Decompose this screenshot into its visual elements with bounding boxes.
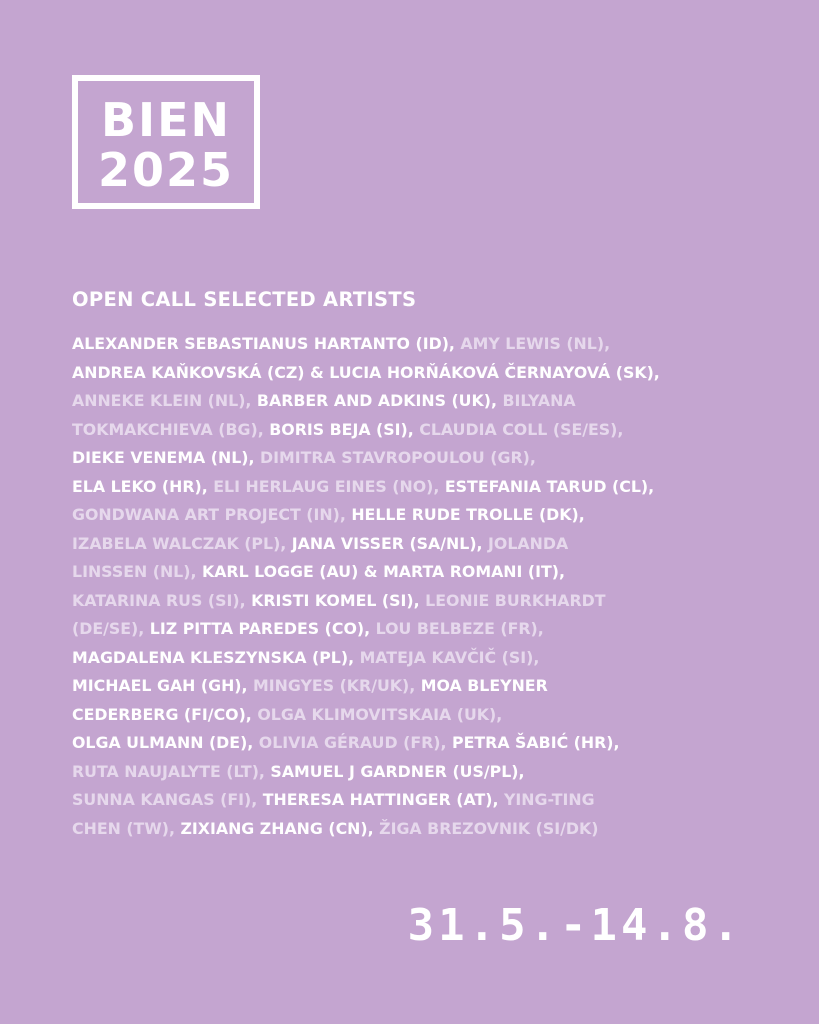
artist-entry: ANDREA KAŇKOVSKÁ (CZ) & LUCIA HORŇÁKOVÁ ČERNAYOVÁ (SK),	[72, 362, 660, 382]
artist-entry: ANNEKE KLEIN (NL),	[72, 391, 252, 410]
logo-year: 2025	[97, 143, 235, 197]
artist-line	[72, 786, 772, 815]
artist-entry: OLGA KLIMOVITSKAIA (UK),	[251, 704, 503, 724]
artist-entry: IZABELA WALCZAK (PL),	[72, 533, 287, 553]
artist-entry: ELA LEKO (HR),	[72, 476, 208, 496]
artist-entry: DIMITRA STAVROPOULOU (GR),	[254, 448, 536, 467]
artist-entry: MAGDALENA KLESZYNSKA (PL),	[72, 647, 355, 667]
artist-list	[72, 330, 772, 843]
artist-entry: JOLANDA	[482, 533, 569, 553]
artist-entry: HELLE RUDE TROLLE (DK),	[345, 505, 585, 524]
artist-line	[72, 815, 772, 844]
artist-entry: MATEJA KAVČIČ (SI),	[354, 647, 540, 667]
artist-entry: PETRA ŠABIĆ (HR),	[446, 733, 620, 752]
artist-line	[72, 701, 772, 730]
artist-entry: OLGA ULMANN (DE),	[72, 733, 254, 752]
artist-line	[72, 558, 772, 587]
artist-entry: YING-TING	[498, 790, 595, 809]
artist-entry: KRISTI KOMEL (SI),	[245, 590, 420, 610]
artist-line	[72, 729, 772, 758]
artist-entry: DIEKE VENEMA (NL),	[72, 448, 255, 467]
artist-entry: BARBER AND ADKINS (UK),	[251, 391, 497, 410]
artist-entry: LOU BELBEZE (FR),	[370, 619, 544, 638]
artist-entry: KATARINA RUS (SI),	[72, 590, 246, 610]
artist-entry: GONDWANA ART PROJECT (IN),	[72, 505, 346, 524]
artist-line	[72, 359, 772, 388]
artist-entry: BILYANA	[496, 391, 576, 410]
artist-line	[72, 330, 772, 359]
artist-entry: KARL LOGGE (AU) & MARTA ROMANI (IT),	[196, 562, 565, 581]
artist-entry: BORIS BEJA (SI),	[263, 419, 414, 439]
artist-entry: ALEXANDER SEBASTIANUS HARTANTO (ID),	[72, 334, 455, 353]
artist-line	[72, 530, 772, 559]
artist-entry: ELI HERLAUG EINES (NO),	[207, 476, 440, 496]
artist-line	[72, 644, 772, 673]
artist-entry: THERESA HATTINGER (AT),	[257, 790, 499, 809]
artist-entry: (DE/SE),	[72, 619, 145, 638]
logo-word: BIEN	[100, 93, 232, 147]
artist-entry: TOKMAKCHIEVA (BG),	[72, 419, 264, 439]
artist-entry: MICHAEL GAH (GH),	[72, 676, 248, 695]
artist-line	[72, 416, 772, 445]
event-dates: 31.5.-14.8.	[407, 900, 743, 951]
artist-entry: LIZ PITTA PAREDES (CO),	[144, 619, 371, 638]
artist-entry: SAMUEL J GARDNER (US/PL),	[264, 761, 525, 781]
artist-entry: ŽIGA BREZOVNIK (SI/DK)	[373, 818, 599, 838]
artist-entry: AMY LEWIS (NL),	[454, 334, 611, 353]
artist-entry: ZIXIANG ZHANG (CN),	[174, 818, 374, 838]
artist-line	[72, 444, 772, 473]
artist-entry: OLIVIA GÉRAUD (FR),	[253, 733, 447, 752]
artist-entry: LEONIE BURKHARDT	[419, 590, 606, 610]
artist-entry: SUNNA KANGAS (FI),	[72, 790, 258, 809]
artist-line	[72, 758, 772, 787]
artist-line	[72, 587, 772, 616]
artist-entry: ESTEFANIA TARUD (CL),	[439, 476, 655, 496]
artist-entry: CEDERBERG (FI/CO),	[72, 704, 252, 724]
artist-line	[72, 473, 772, 502]
artist-entry: JANA VISSER (SA/NL),	[286, 533, 483, 553]
artist-line	[72, 672, 772, 701]
artist-entry: LINSSEN (NL),	[72, 562, 197, 581]
bien-2025-logo	[72, 75, 260, 209]
artist-entry: CLAUDIA COLL (SE/ES),	[413, 419, 624, 439]
artist-line	[72, 615, 772, 644]
artist-entry: MINGYES (KR/UK),	[247, 676, 416, 695]
artist-line	[72, 501, 772, 530]
artist-entry: CHEN (TW),	[72, 818, 175, 838]
artist-entry: MOA BLEYNER	[415, 676, 548, 695]
artist-entry: RUTA NAUJALYTE (LT),	[72, 761, 265, 781]
section-heading: OPEN CALL SELECTED ARTISTS	[72, 288, 417, 311]
artist-line	[72, 387, 772, 416]
